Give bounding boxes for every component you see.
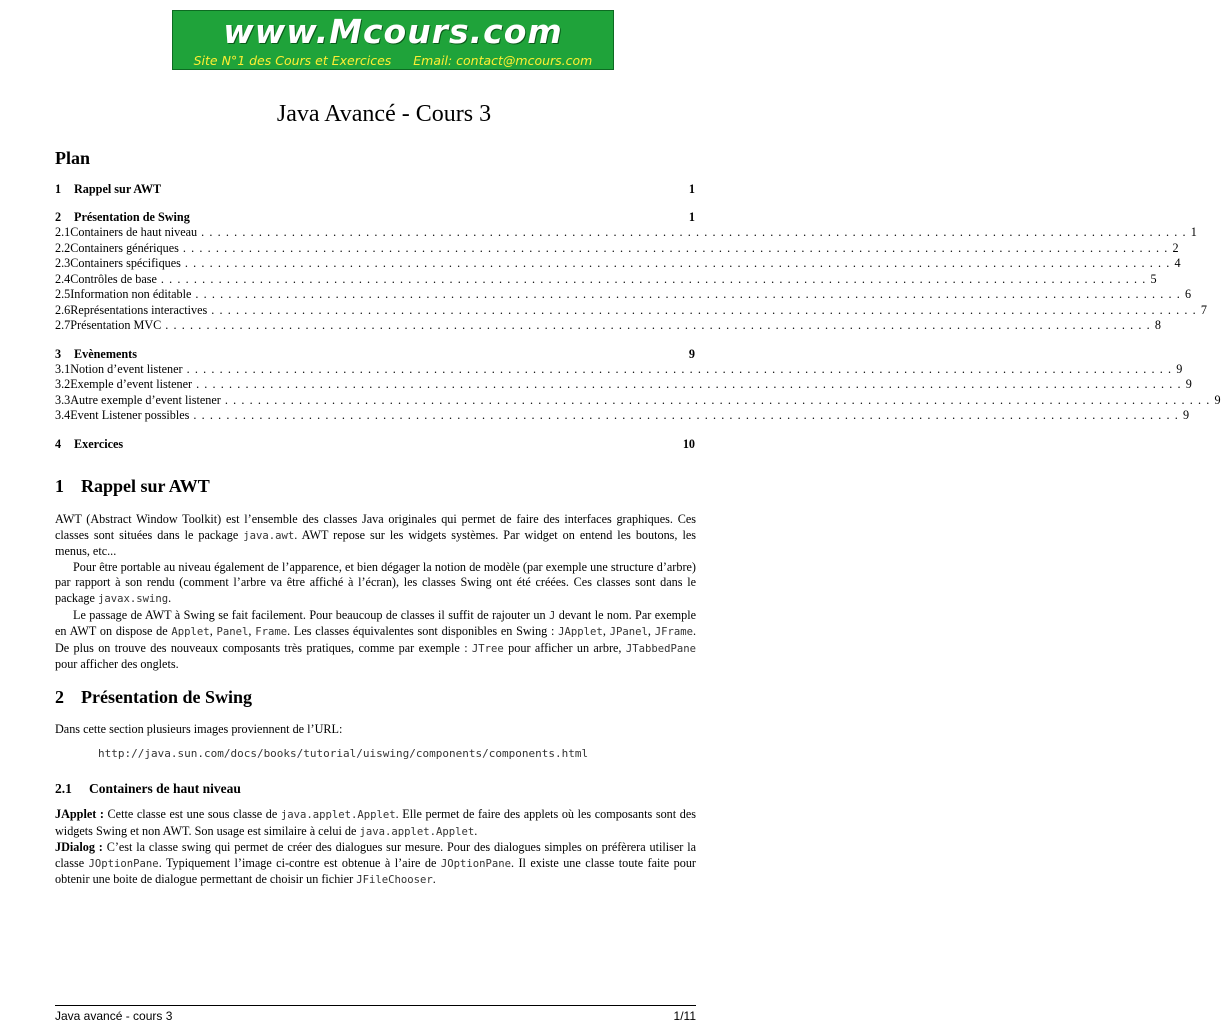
toc-number: 3.2 bbox=[55, 377, 71, 391]
toc-subsection-entry[interactable] bbox=[55, 392, 1221, 409]
code-identifier: Frame bbox=[255, 626, 288, 639]
toc-subsection-entry[interactable] bbox=[55, 287, 1192, 303]
toc-leader-dots: ........................................................................................................................ bbox=[195, 287, 1186, 301]
toc-title: Exemple d’event listener bbox=[70, 377, 193, 391]
banner-email[interactable]: Email: contact@mcours.com bbox=[413, 53, 593, 68]
toc-number: 2 bbox=[55, 210, 62, 224]
toc-leader-dots: ........................................................................................................................ bbox=[165, 318, 1155, 332]
toc-number: 1 bbox=[55, 182, 62, 196]
subsection-2-1-heading bbox=[55, 781, 241, 797]
paragraph bbox=[55, 608, 696, 673]
text-run: . bbox=[432, 872, 436, 887]
code-identifier: JFileChooser bbox=[356, 874, 433, 887]
code-identifier: Applet bbox=[171, 626, 210, 639]
toc-page: 2 bbox=[1172, 240, 1179, 255]
source-url[interactable]: http://java.sun.com/docs/books/tutorial/uiswing/components/components.html bbox=[98, 747, 589, 760]
toc-number: 2.6 bbox=[55, 302, 71, 317]
text-run: , bbox=[647, 624, 655, 639]
section-2-heading bbox=[55, 687, 252, 708]
table-of-contents bbox=[55, 181, 1221, 452]
toc-page: 9 bbox=[1185, 377, 1192, 391]
toc-subsection-entry[interactable] bbox=[55, 302, 1208, 319]
section-2-intro: Dans cette section plusieurs images proviennent de l’URL: bbox=[55, 722, 343, 736]
toc-number: 4 bbox=[55, 436, 62, 451]
banner-tagline: Site N°1 des Cours et Exercices bbox=[193, 53, 392, 68]
text-run: . Elle permet de faire des applets où les composants sont des widgets Swing et non AWT. Son usage est similaire à celui de bbox=[55, 807, 696, 838]
toc-leader-dots: ........................................................................................................................ bbox=[186, 361, 1177, 376]
toc-leader-dots: ........................................................................................................................ bbox=[196, 377, 1186, 391]
toc-title: Autre exemple d’event listener bbox=[70, 392, 221, 407]
toc-title: Exercices bbox=[74, 436, 124, 451]
toc-leader-dots: ........................................................................................................................ bbox=[160, 271, 1151, 286]
toc-title: Containers génériques bbox=[70, 240, 179, 255]
toc-subsection-entry[interactable] bbox=[55, 271, 1157, 288]
toc-title: Présentation MVC bbox=[70, 318, 162, 332]
text-run: . bbox=[474, 823, 478, 838]
code-identifier: Panel bbox=[216, 626, 249, 639]
text-run: . Typiquement l’image ci-contre est obtenue à l’aire de bbox=[158, 855, 441, 870]
toc-page: 7 bbox=[1200, 302, 1208, 317]
text-run: Pour être portable au niveau également de l’apparence, et bien dégager la notion de modèle (par exemple une structure d’arbre) par rapport à son rendu (comment l’arbre va être affiché à l’écran), les classes Swing ont été créées. Ces classes sont dans le package bbox=[55, 559, 696, 605]
footer-title: Java avancé - cours 3 bbox=[55, 1009, 173, 1023]
toc-subsection-entry[interactable] bbox=[55, 225, 1197, 241]
code-identifier: JTabbedPane bbox=[625, 642, 696, 655]
footer-divider bbox=[55, 1005, 696, 1006]
toc-subsection-entry[interactable] bbox=[55, 408, 1190, 424]
section-1-heading bbox=[55, 476, 210, 497]
subsection-2-1-body bbox=[55, 807, 696, 889]
japplet-description bbox=[55, 807, 696, 840]
section-number: 2 bbox=[55, 687, 64, 707]
toc-leader-dots: ........................................................................................................................ bbox=[184, 256, 1175, 270]
toc-subsection-entry[interactable] bbox=[55, 318, 1162, 334]
paragraph bbox=[55, 512, 696, 560]
toc-number: 2.2 bbox=[55, 240, 71, 255]
text-run: . Les classes équivalentes sont disponibles en Swing : bbox=[287, 624, 559, 639]
toc-title: Information non éditable bbox=[70, 287, 192, 301]
code-identifier: javax.swing bbox=[97, 592, 169, 605]
toc-number: 3.4 bbox=[55, 408, 71, 422]
code-identifier: J bbox=[549, 609, 556, 622]
plan-heading: Plan bbox=[55, 148, 91, 168]
toc-page: 1 bbox=[688, 210, 695, 224]
toc-page: 9 bbox=[1183, 408, 1190, 422]
toc-number: 2.4 bbox=[55, 271, 71, 286]
code-identifier: JOptionPane bbox=[88, 857, 159, 870]
toc-section-entry[interactable] bbox=[55, 346, 695, 362]
toc-page: 9 bbox=[1214, 392, 1221, 407]
section-number: 1 bbox=[55, 476, 64, 496]
code-identifier: java.applet.Applet bbox=[359, 825, 475, 838]
section-1-body bbox=[55, 512, 696, 673]
text-run: C’est la classe swing qui permet de créer des dialogues sur mesure. Pour des dialogues simples on préfèrera utiliser la classe bbox=[55, 840, 696, 870]
toc-page: 10 bbox=[682, 436, 695, 451]
toc-page: 9 bbox=[688, 346, 695, 361]
text-run: Cette classe est une sous classe de bbox=[103, 807, 281, 821]
text-run: devant le nom. Par exemple en AWT on dispose de bbox=[55, 607, 696, 639]
text-run: , bbox=[209, 624, 217, 639]
toc-page: 8 bbox=[1154, 318, 1162, 332]
toc-subsection-entry[interactable] bbox=[55, 240, 1179, 257]
toc-page: 9 bbox=[1176, 361, 1183, 376]
toc-title: Présentation de Swing bbox=[74, 210, 190, 224]
toc-number: 2.7 bbox=[55, 318, 71, 332]
toc-number: 2.3 bbox=[55, 256, 71, 270]
code-identifier: JOptionPane bbox=[440, 857, 511, 870]
toc-title: Evènements bbox=[74, 346, 137, 361]
text-run: pour afficher un arbre, bbox=[503, 640, 626, 655]
toc-section-entry[interactable] bbox=[55, 209, 695, 225]
text-run: . Il existe une classe toute faite pour obtenir une boite de dialogue permettant de choisir un fichier bbox=[55, 855, 696, 887]
subsection-number: 2.1 bbox=[55, 781, 72, 796]
text-run: AWT (Abstract Window Toolkit) est l’ensemble des classes Java originales qui permet de faire des interfaces graphiques. Ces classes sont situées dans le package bbox=[55, 512, 696, 542]
banner-subtitle bbox=[173, 54, 613, 68]
toc-subsection-entry[interactable] bbox=[55, 256, 1181, 272]
toc-subsection-entry[interactable] bbox=[55, 377, 1192, 393]
toc-number: 2.5 bbox=[55, 287, 71, 301]
text-run: . AWT repose sur les widgets systèmes. Par widget on entend les boutons, les menus, etc... bbox=[55, 527, 696, 559]
term-label: JApplet : bbox=[55, 807, 104, 821]
banner-title: www.Mcours.com bbox=[223, 12, 563, 51]
subsection-title: Containers de haut niveau bbox=[89, 781, 241, 796]
toc-number: 3 bbox=[55, 346, 62, 361]
toc-leader-dots: ........................................................................................................................ bbox=[224, 392, 1215, 407]
code-identifier: java.awt bbox=[243, 529, 295, 542]
page-number: 1/11 bbox=[673, 1009, 696, 1023]
toc-page: 4 bbox=[1174, 256, 1181, 270]
paragraph bbox=[55, 560, 696, 608]
term-label: JDialog : bbox=[55, 840, 103, 855]
toc-title: Représentations interactives bbox=[70, 302, 208, 317]
toc-section-entry[interactable] bbox=[55, 436, 695, 452]
toc-title: Rappel sur AWT bbox=[74, 182, 162, 196]
mcours-banner[interactable] bbox=[172, 10, 614, 70]
text-run: , bbox=[248, 624, 256, 639]
toc-leader-dots: ........................................................................................................................ bbox=[182, 240, 1173, 255]
section-title: Présentation de Swing bbox=[81, 687, 252, 707]
toc-subsection-entry[interactable] bbox=[55, 361, 1183, 378]
toc-number: 3.3 bbox=[55, 392, 71, 407]
toc-leader-dots: ........................................................................................................................ bbox=[193, 408, 1184, 422]
toc-title: Notion d’event listener bbox=[70, 361, 183, 376]
jdialog-description bbox=[55, 840, 696, 889]
toc-leader-dots: ........................................................................................................................ bbox=[211, 302, 1201, 317]
toc-title: Containers spécifiques bbox=[70, 256, 181, 270]
toc-leader-dots: ........................................................................................................................ bbox=[201, 225, 1191, 239]
text-run: , bbox=[602, 624, 610, 639]
toc-page: 5 bbox=[1150, 271, 1157, 286]
text-run: . De plus on trouve des nouveaux composants très pratiques, comme par exemple : bbox=[55, 624, 697, 655]
toc-title: Contrôles de base bbox=[70, 271, 157, 286]
toc-page: 1 bbox=[688, 182, 695, 196]
code-identifier: JApplet bbox=[558, 626, 603, 639]
code-identifier: JFrame bbox=[654, 626, 693, 639]
toc-page: 6 bbox=[1185, 287, 1192, 301]
document-title: Java Avancé - Cours 3 bbox=[276, 101, 492, 127]
code-identifier: JTree bbox=[471, 642, 504, 655]
code-identifier: java.applet.Applet bbox=[280, 809, 396, 821]
text-run: pour afficher des onglets. bbox=[55, 657, 179, 672]
text-run: Le passage de AWT à Swing se fait facilement. Pour beaucoup de classes il suffit de rajouter un bbox=[73, 607, 549, 622]
toc-section-entry[interactable] bbox=[55, 181, 695, 197]
toc-title: Event Listener possibles bbox=[70, 408, 190, 422]
toc-number: 3.1 bbox=[55, 361, 71, 376]
toc-page: 1 bbox=[1190, 225, 1197, 239]
code-identifier: JPanel bbox=[609, 626, 648, 639]
text-run: . bbox=[168, 590, 172, 605]
toc-title: Containers de haut niveau bbox=[70, 225, 198, 239]
section-title: Rappel sur AWT bbox=[81, 476, 210, 496]
toc-number: 2.1 bbox=[55, 225, 71, 239]
